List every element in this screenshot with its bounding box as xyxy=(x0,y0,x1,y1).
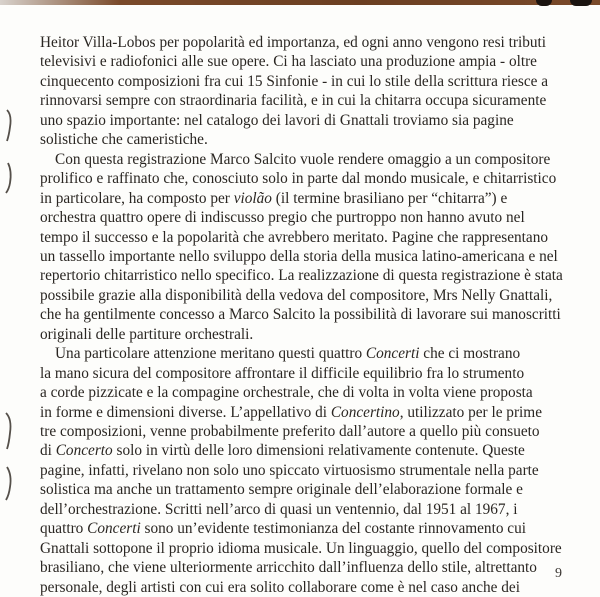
page-number: 9 xyxy=(555,566,562,581)
text-line: un tassello importante nello sviluppo della storia della musica latino-americana e nel xyxy=(40,247,558,265)
text-segment: solo in virtù delle loro dimensioni relativamente contenute. Queste xyxy=(112,442,525,460)
scan-edge-shadow xyxy=(536,0,552,6)
italic-term: Concerto xyxy=(55,442,113,460)
text-line xyxy=(40,403,542,422)
text-line: televisivi e radiofonici alle sue opere. Ci ha lasciato una produzione ampia - oltre xyxy=(40,53,537,71)
text-segment: Una particolare attenzione meritano questi quattro xyxy=(55,345,366,363)
text-line: prolifico e raffinato che, conosciuto solo in parte dal mondo musicale, e chitarristico xyxy=(40,170,557,188)
text-line: cinquecento composizioni fra cui 15 Sinfonie - in cui lo stile della scrittura riesce a xyxy=(40,72,549,90)
text-segment: (il termine brasiliano per “chitarra”) e xyxy=(271,189,508,207)
text-line: a corde pizzicate e la compagine orchestrale, che di volta in volta viene proposta xyxy=(40,384,533,402)
text-line: Gnattali sottopone il proprio idioma musicale. Un linguaggio, quello del compositore xyxy=(40,539,562,557)
text-line xyxy=(40,189,507,208)
text-line: che ha gentilmente concesso a Marco Salcito la possibilità di lavorare sui manoscritti xyxy=(40,306,561,324)
text-segment: quattro xyxy=(40,520,88,538)
italic-term: Concerti xyxy=(87,520,141,538)
text-line: personale, degli artisti con cui era solito collaborare come è nel caso anche dei xyxy=(40,578,520,596)
italic-term: violão xyxy=(233,189,272,207)
binding-hole-mark-icon xyxy=(4,405,14,505)
text-line: originali delle partiture orchestrali. xyxy=(40,325,254,343)
text-line: orchestra quattro opere di indiscusso pregio che purtroppo non hanno avuto nel xyxy=(40,209,525,227)
scan-top-edge xyxy=(0,0,600,5)
italic-term: Concerti xyxy=(365,345,420,363)
text-line: la mano sicura del compositore affrontare il difficile equilibrio fra lo strumento xyxy=(40,364,525,382)
text-line xyxy=(40,441,525,460)
text-segment: sono un’evidente testimonianza del costante rinnovamento cui xyxy=(140,520,526,538)
text-line: pagine, infatti, rivelano non solo uno spiccato virtuosismo strumentale nella parte xyxy=(40,461,539,479)
text-line: solistica ma anche un trattamento sempre originale dell’elaborazione formale e xyxy=(40,481,523,499)
text-line: rinnovarsi sempre con straordinaria facilità, e in cui la chitarra occupa sicuramente xyxy=(40,92,547,110)
text-line: tempo il successo e la popolarità che avrebbero meritato. Pagine che rappresentano xyxy=(40,228,548,246)
text-segment: che ci mostrano xyxy=(419,345,521,363)
text-segment: , utilizzato per le prime xyxy=(399,403,542,421)
text-line: possibile grazie alla disponibilità della vedova del compositore, Mrs Nelly Gnattali, xyxy=(40,286,553,304)
italic-term: Concertino xyxy=(330,403,400,421)
text-line: uno spazio importante: nel catalogo dei lavori di Gnattali troviamo sia pagine xyxy=(40,111,514,129)
text-line: solistiche che cameristiche. xyxy=(40,131,208,149)
text-line: Heitor Villa-Lobos per popolarità ed importanza, ed ogni anno vengono resi tributi xyxy=(40,34,547,51)
text-line xyxy=(40,519,526,538)
text-line: Con questa registrazione Marco Salcito vuole rendere omaggio a un compositore xyxy=(55,150,551,168)
text-line xyxy=(55,344,520,363)
text-segment: in particolare, ha composto per xyxy=(40,189,234,207)
text-segment: in forme e dimensioni diverse. L’appellativo di xyxy=(40,403,331,421)
text-line: repertorio chitarristico nello specifico. La realizzazione di questa registrazione è stata xyxy=(40,267,563,285)
binding-hole-mark-icon xyxy=(4,105,14,200)
text-segment: di xyxy=(40,442,56,460)
scan-edge-shadow xyxy=(570,0,592,6)
text-line: tre composizioni, venne probabilmente preferito dall’autore a quello più consueto xyxy=(40,423,540,440)
text-line: dell’orchestrazione. Scritti nell’arco di quasi un ventennio, dal 1951 al 1967, i xyxy=(40,500,518,518)
text-line: brasiliano, che viene ulteriormente arricchito dall’influenza dello stile, altrettanto xyxy=(40,559,537,577)
